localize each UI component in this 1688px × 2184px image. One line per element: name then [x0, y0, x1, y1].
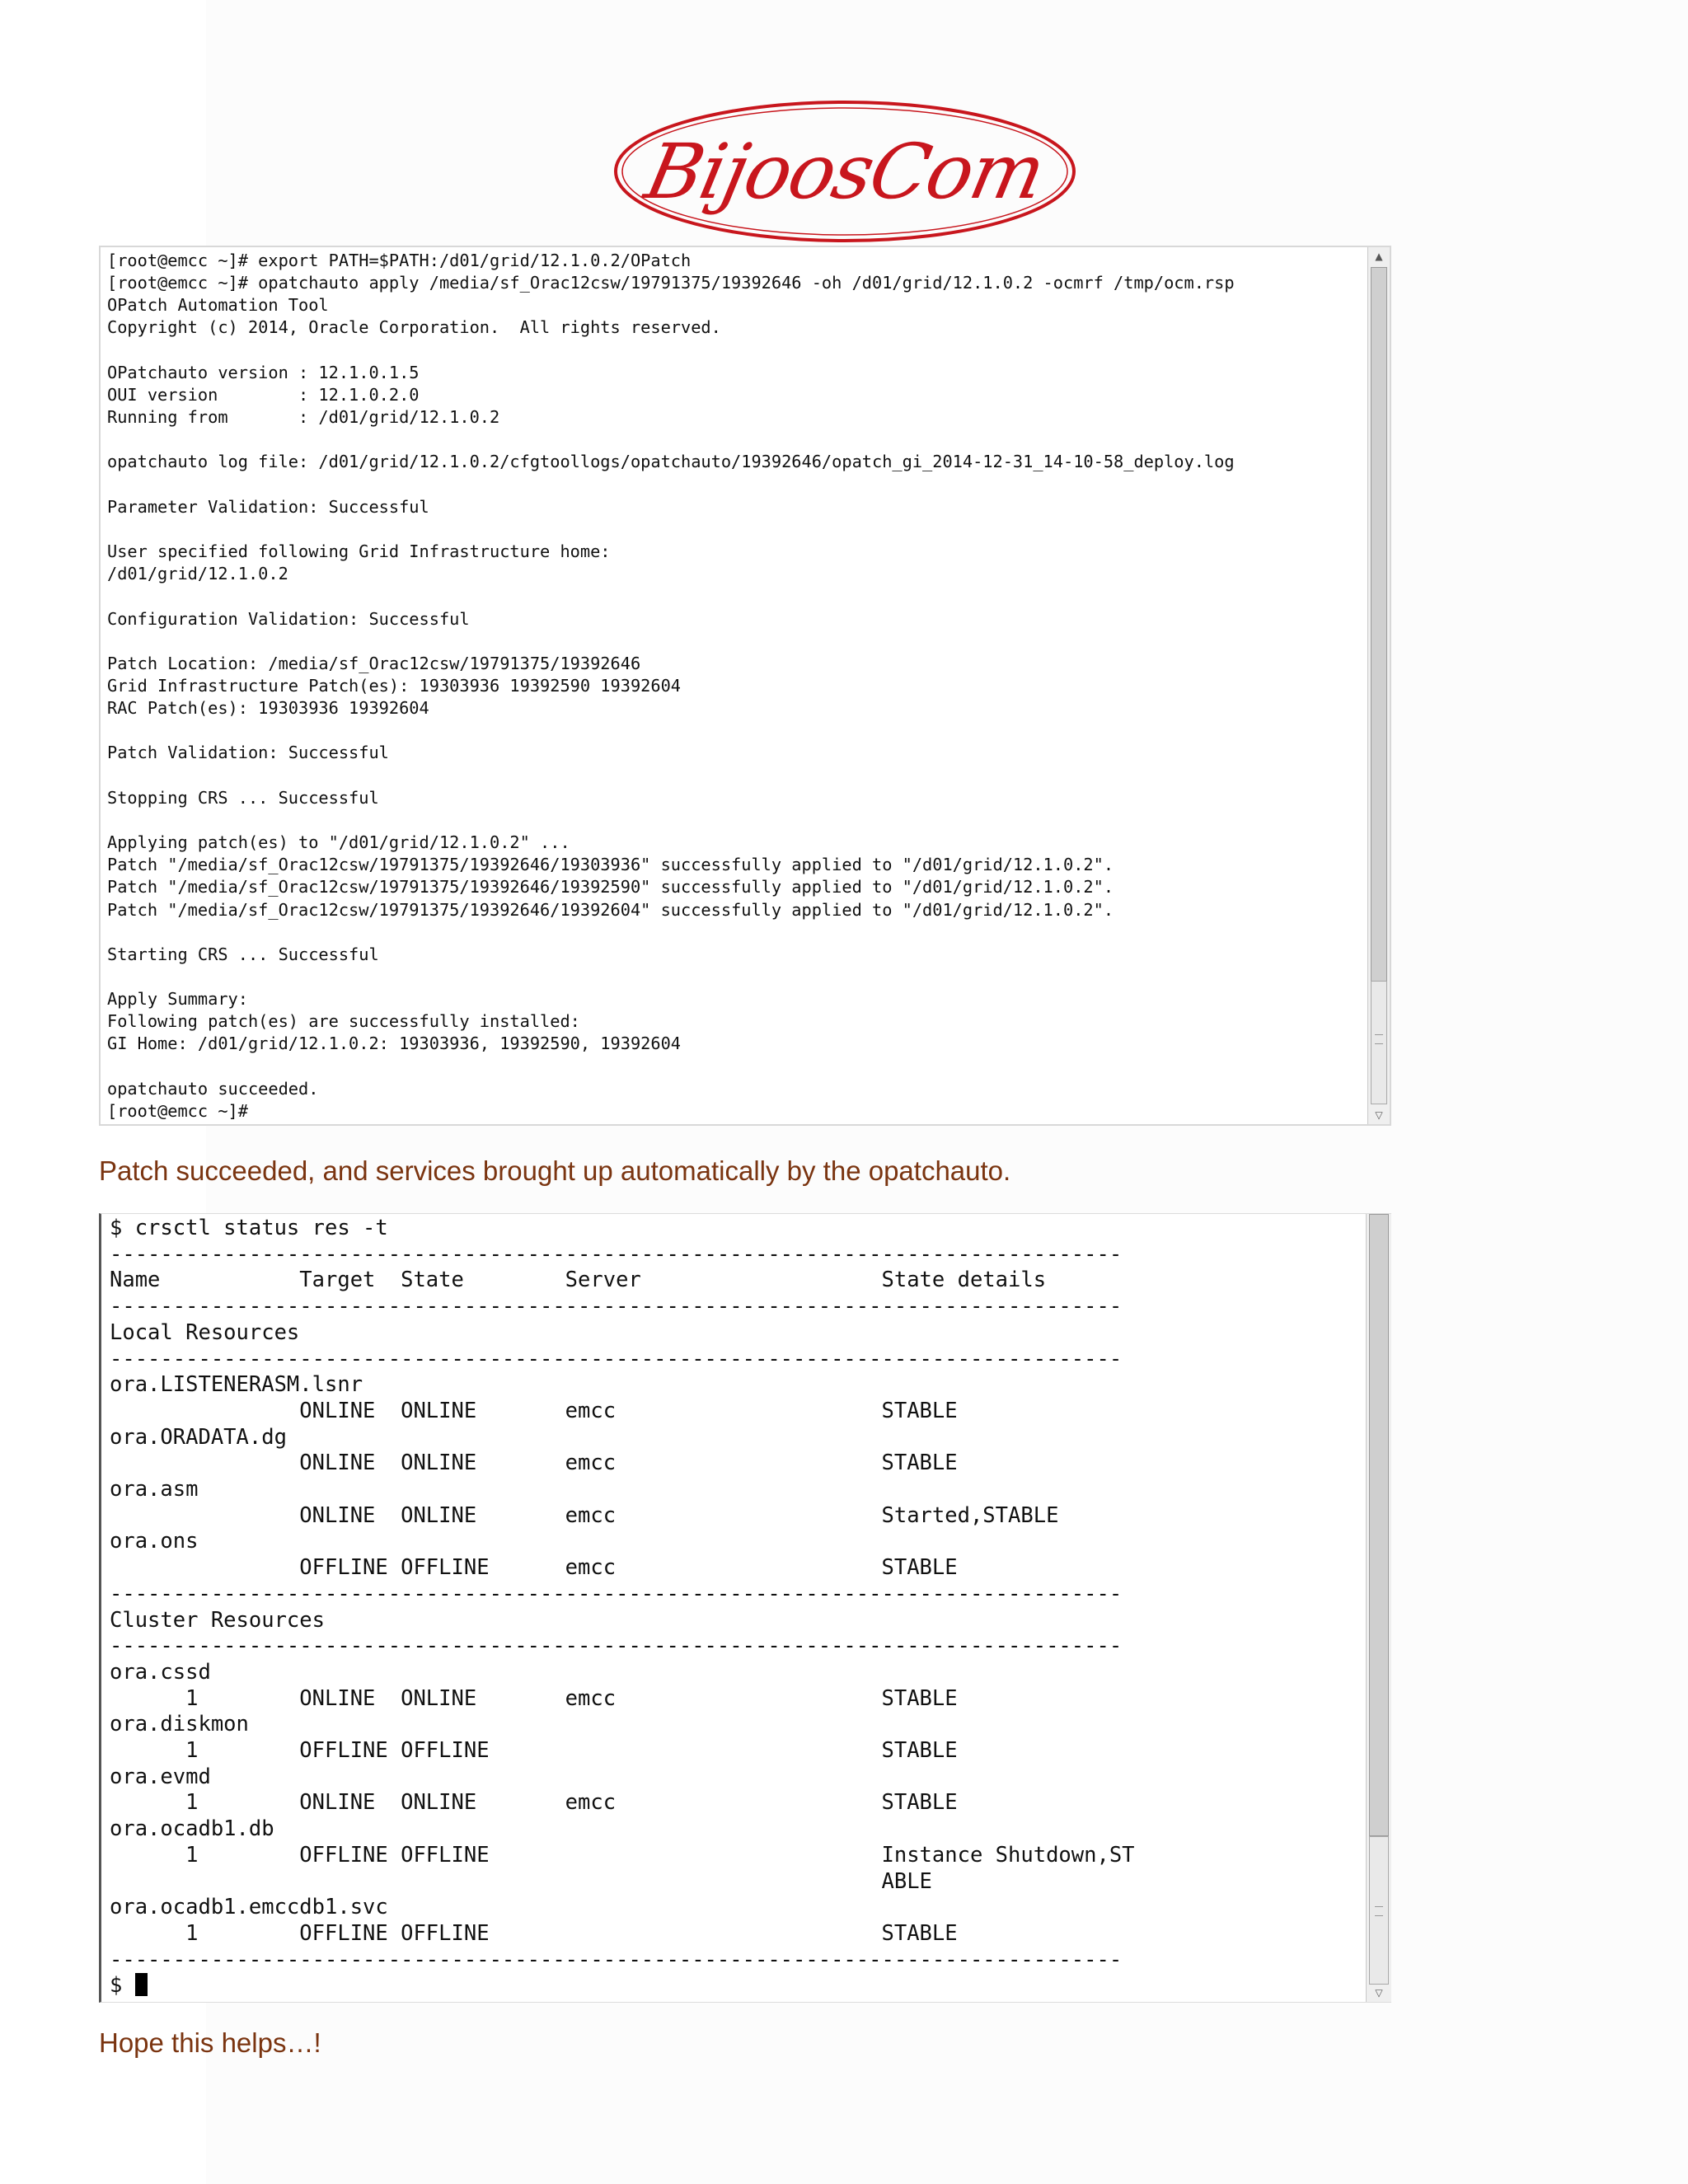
terminal-line: Patch "/media/sf_Orac12csw/19791375/19392646/19303936" successfully applied to "/d01/grid/12.1.0.2". — [107, 855, 1114, 875]
scrollbar-track[interactable] — [1369, 1214, 1389, 1836]
terminal-line: Name Target State Server State details — [110, 1268, 1047, 1293]
terminal-line: 1 OFFLINE OFFLINE Instance Shutdown,ST — [110, 1842, 1135, 1868]
terminal-line: [root@emcc ~]# export PATH=$PATH:/d01/grid/12.1.0.2/OPatch — [107, 251, 692, 270]
terminal-line: 1 ONLINE ONLINE emcc STABLE — [110, 1685, 958, 1711]
terminal-line: Stopping CRS ... Successful — [107, 787, 379, 808]
terminal-line: ora.asm — [110, 1477, 199, 1502]
terminal-line: Local Resources — [110, 1319, 300, 1345]
terminal-line: -------------------------------------------------------------------------------- — [110, 1947, 1123, 1972]
terminal-line: ora.diskmon — [110, 1712, 249, 1737]
terminal-line: 1 OFFLINE OFFLINE STABLE — [110, 1920, 958, 1946]
terminal-line: Grid Infrastructure Patch(es): 19303936 19392590 19392604 — [107, 675, 681, 696]
terminal-line: Apply Summary: — [107, 989, 248, 1010]
terminal-line: GI Home: /d01/grid/12.1.0.2: 19303936, 19392590, 19392604 — [107, 1033, 681, 1054]
terminal-line: Patch "/media/sf_Orac12csw/19791375/19392646/19392604" successfully applied to "/d01/grid/12.1.0.2". — [107, 899, 1114, 920]
terminal-line: [root@emcc ~]# — [107, 1100, 248, 1121]
terminal-line: $ crsctl status res -t — [110, 1216, 388, 1240]
terminal-line: ONLINE ONLINE emcc STABLE — [110, 1451, 958, 1476]
terminal-output — [107, 250, 1235, 1122]
terminal-line: Parameter Validation: Successful — [107, 496, 429, 517]
terminal-line: User specified following Grid Infrastructure home: — [107, 541, 611, 562]
scrollbar-thumb[interactable] — [1371, 981, 1387, 1104]
terminal-line: Configuration Validation: Successful — [107, 608, 470, 629]
scroll-down-arrow-icon[interactable]: ▽ — [1375, 1987, 1383, 1999]
terminal-line: Following patch(es) are successfully installed: — [107, 1011, 580, 1032]
terminal-line: Cluster Resources — [110, 1607, 325, 1633]
terminal-line: OUI version : 12.1.0.2.0 — [107, 384, 420, 405]
terminal-line: -------------------------------------------------------------------------------- — [110, 1633, 1123, 1659]
terminal-line: ONLINE ONLINE emcc Started,STABLE — [110, 1502, 1059, 1528]
terminal-line: 1 OFFLINE OFFLINE STABLE — [110, 1738, 958, 1764]
site-logo — [610, 97, 1080, 246]
terminal-line: opatchauto log file: /d01/grid/12.1.0.2/cfgtoollogs/opatchauto/19392646/opatch_gi_2014-12-31_14-10-58_deploy.log — [107, 452, 1235, 472]
text-cursor — [135, 1973, 148, 1996]
terminal-line: ora.ocadb1.db — [110, 1816, 274, 1842]
opatchauto-terminal-screenshot — [99, 246, 1391, 1126]
terminal-line: Running from : /d01/grid/12.1.0.2 — [107, 407, 500, 428]
terminal-line: Applying patch(es) to "/d01/grid/12.1.0.2" ... — [107, 832, 570, 853]
terminal-line: OPatch Automation Tool — [107, 295, 329, 316]
scroll-down-arrow-icon[interactable]: ▽ — [1375, 1109, 1383, 1121]
terminal-line: ora.ORADATA.dg — [110, 1424, 287, 1450]
caption-closing: Hope this helps…! — [99, 2027, 321, 2058]
terminal-line: OPatchauto version : 12.1.0.1.5 — [107, 362, 420, 382]
logo-text: BijoosCom — [638, 127, 1052, 216]
vertical-scrollbar[interactable] — [1367, 247, 1390, 1124]
terminal-line: ora.ocadb1.emccdb1.svc — [110, 1895, 388, 1920]
terminal-line: 1 ONLINE ONLINE emcc STABLE — [110, 1790, 958, 1816]
scrollbar-thumb[interactable] — [1369, 1836, 1389, 1985]
crsctl-terminal-screenshot — [99, 1213, 1391, 2003]
terminal-line: [root@emcc ~]# opatchauto apply /media/sf_Orac12csw/19791375/19392646 -oh /d01/grid/12.1.0.2 -ocmrf /tmp/ocm.rsp — [107, 273, 1235, 293]
scrollbar-track[interactable] — [1371, 267, 1387, 1091]
terminal-line: Patch "/media/sf_Orac12csw/19791375/19392646/19392590" successfully applied to "/d01/grid/12.1.0.2". — [107, 877, 1114, 898]
terminal-line: Copyright (c) 2014, Oracle Corporation. All rights reserved. — [107, 317, 721, 338]
terminal-line: Patch Location: /media/sf_Orac12csw/19791375/19392646 — [107, 653, 641, 673]
grip-icon — [1375, 1034, 1383, 1044]
terminal-output — [110, 1216, 1135, 1999]
shell-prompt: $ — [110, 1973, 135, 1999]
terminal-line: RAC Patch(es): 19303936 19392604 — [107, 698, 429, 719]
terminal-line: -------------------------------------------------------------------------------- — [110, 1581, 1123, 1606]
caption-patch-succeeded: Patch succeeded, and services brought up automatically by the opatchauto. — [99, 1155, 1011, 1186]
scroll-up-arrow-icon[interactable]: ▲ — [1375, 251, 1383, 262]
terminal-line: Patch Validation: Successful — [107, 743, 389, 763]
grip-icon — [1375, 1906, 1383, 1916]
terminal-line: -------------------------------------------------------------------------------- — [110, 1294, 1123, 1319]
terminal-line: OFFLINE OFFLINE emcc STABLE — [110, 1555, 958, 1581]
terminal-line: ora.evmd — [110, 1764, 211, 1789]
terminal-line: ora.ons — [110, 1529, 199, 1554]
terminal-line: ora.cssd — [110, 1659, 211, 1685]
terminal-line: Starting CRS ... Successful — [107, 944, 379, 964]
terminal-line: ABLE — [110, 1868, 932, 1894]
vertical-scrollbar[interactable] — [1366, 1214, 1391, 2002]
terminal-line: ora.LISTENERASM.lsnr — [110, 1372, 363, 1398]
terminal-line: -------------------------------------------------------------------------------- — [110, 1241, 1123, 1267]
terminal-line: ONLINE ONLINE emcc STABLE — [110, 1398, 958, 1423]
terminal-line: -------------------------------------------------------------------------------- — [110, 1346, 1123, 1371]
terminal-line: opatchauto succeeded. — [107, 1078, 319, 1099]
terminal-line: /d01/grid/12.1.0.2 — [107, 564, 288, 584]
